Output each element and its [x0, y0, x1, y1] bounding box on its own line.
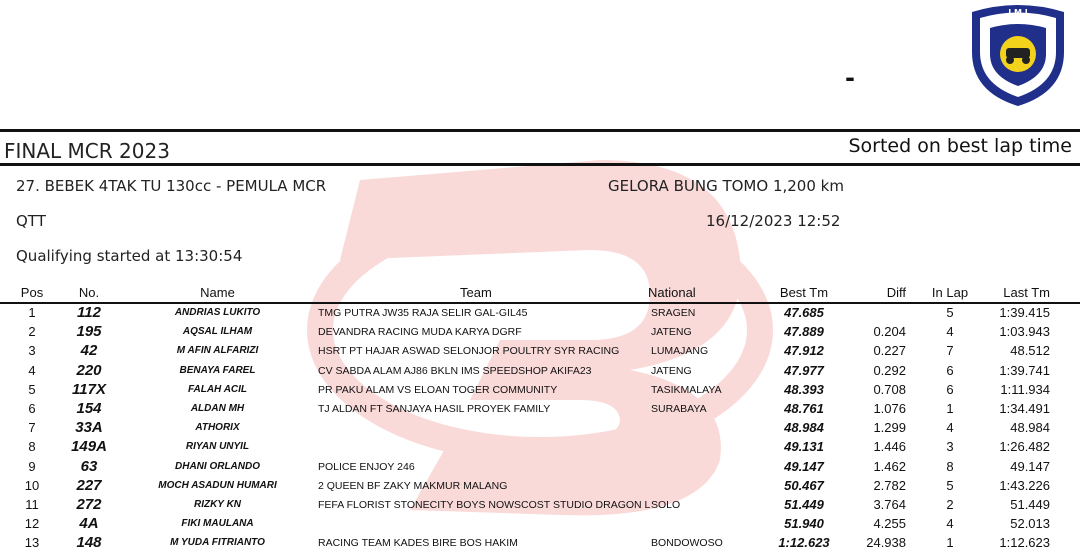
table-row [0, 438, 1080, 457]
table-row [0, 477, 1080, 496]
cell-name: FALAH ACIL [187, 383, 248, 395]
cell-number: 4A [79, 515, 99, 533]
imi-logo [966, 2, 1070, 108]
cell-number: 112 [77, 304, 101, 321]
cell-in-lap: 5 [946, 477, 954, 493]
cell-pos: 13 [24, 535, 40, 551]
cell-team: TJ ALDAN FT SANJAYA HASIL PROYEK FAMILY [318, 402, 551, 415]
cell-best-time: 48.393 [784, 381, 824, 397]
cell-last-time: 49.147 [1010, 458, 1050, 474]
cell-diff: 1.462 [873, 458, 906, 474]
table-row [0, 534, 1080, 553]
cell-name: MOCH ASADUN HUMARI [158, 479, 277, 491]
cell-best-time: 49.131 [784, 439, 824, 455]
cell-in-lap: 4 [946, 324, 954, 340]
header-name: Name [200, 285, 235, 300]
table-header [0, 284, 1080, 304]
cell-diff: 3.764 [873, 496, 906, 512]
header-no: No. [78, 285, 100, 300]
cell-pos: 6 [28, 400, 36, 416]
table-row [0, 496, 1080, 515]
cell-number: 195 [76, 323, 102, 341]
cell-best-time: 48.761 [784, 400, 824, 416]
cell-in-lap: 4 [946, 420, 954, 436]
cell-last-time: 1:26.482 [999, 439, 1050, 455]
cell-team: PR PAKU ALAM VS ELOAN TOGER COMMUNITY [318, 383, 558, 396]
cell-last-time: 1:39.415 [999, 305, 1050, 320]
cell-diff: 1.299 [873, 420, 906, 436]
cell-diff: 1.076 [873, 400, 906, 416]
cell-team: TMG PUTRA JW35 RAJA SELIR GAL-GIL45 [318, 307, 528, 319]
cell-best-time: 51.449 [784, 496, 824, 512]
table-row [0, 342, 1080, 361]
cell-name: ANDRIAS LUKITO [174, 307, 261, 318]
cell-last-time: 48.512 [1010, 343, 1050, 359]
cell-national: SURABAYA [651, 402, 707, 415]
header-diff: Diff [886, 285, 906, 300]
qualifying-start-time: Qualifying started at 13:30:54 [16, 247, 243, 265]
cell-last-time: 1:03.943 [999, 324, 1050, 340]
table-row [0, 362, 1080, 381]
cell-number: 63 [80, 457, 98, 475]
table-row [0, 400, 1080, 419]
cell-last-time: 1:43.226 [999, 477, 1050, 493]
cell-last-time: 1:34.491 [999, 400, 1050, 416]
cell-in-lap: 5 [946, 305, 954, 320]
table-row [0, 515, 1080, 534]
cell-diff: 0.292 [873, 362, 906, 378]
cell-team: HSRT PT HAJAR ASWAD SELONJOR POULTRY SYR RACING [318, 345, 620, 358]
cell-number: 227 [76, 476, 102, 494]
cell-number: 272 [76, 495, 102, 513]
cell-diff: 0.708 [873, 381, 906, 397]
cell-in-lap: 1 [946, 400, 954, 416]
header-best-time: Best Tm [779, 285, 829, 300]
cell-name: ALDAN MH [190, 402, 245, 414]
cell-in-lap: 6 [946, 381, 954, 397]
table-row [0, 304, 1080, 323]
cell-number: 154 [76, 399, 102, 417]
circuit-name: GELORA BUNG TOMO 1,200 km [608, 177, 844, 195]
table-row [0, 419, 1080, 438]
cell-in-lap: 1 [946, 535, 954, 551]
header-in-lap: In Lap [931, 285, 969, 300]
class-name: 27. BEBEK 4TAK TU 130cc - PEMULA MCR [16, 177, 327, 195]
cell-pos: 2 [28, 324, 36, 340]
results-table [0, 284, 1080, 553]
cell-national: JATENG [651, 326, 692, 339]
cell-team: RACING TEAM KADES BIRE BOS HAKIM [318, 537, 518, 550]
cell-last-time: 52.013 [1010, 516, 1050, 532]
cell-pos: 10 [24, 477, 40, 493]
cell-pos: 8 [28, 439, 36, 455]
session-datetime: 16/12/2023 12:52 [706, 212, 841, 230]
cell-number: 220 [76, 361, 102, 379]
cell-name: AQSAL ILHAM [182, 326, 253, 338]
table-row [0, 458, 1080, 477]
session-label: QTT [16, 212, 46, 230]
header-team: Team [460, 285, 492, 300]
cell-pos: 5 [28, 381, 36, 397]
cell-best-time: 47.912 [784, 343, 824, 359]
header-last-time: Last Tm [1003, 285, 1050, 300]
cell-best-time: 49.147 [784, 458, 824, 474]
cell-diff: 2.782 [873, 477, 906, 493]
cell-name: ATHORIX [195, 422, 240, 434]
cell-best-time: 47.685 [784, 305, 824, 320]
cell-best-time: 51.940 [784, 516, 824, 532]
cell-last-time: 1:11.934 [1000, 381, 1050, 397]
cell-national: JATENG [651, 364, 692, 377]
cell-in-lap: 3 [946, 439, 954, 455]
cell-in-lap: 4 [946, 516, 954, 532]
cell-diff: 0.204 [873, 324, 906, 340]
cell-national: BONDOWOSO [651, 537, 723, 550]
header-dash: - [845, 64, 855, 92]
cell-last-time: 51.449 [1010, 496, 1050, 512]
cell-pos: 3 [28, 343, 36, 359]
cell-name: M YUDA FITRIANTO [170, 537, 265, 549]
cell-in-lap: 7 [946, 343, 954, 359]
cell-pos: 11 [25, 496, 39, 512]
cell-name: RIZKY KN [193, 498, 242, 510]
cell-name: RIYAN UNYIL [185, 441, 250, 453]
cell-national: TASIKMALAYA [651, 383, 722, 396]
cell-pos: 12 [24, 516, 40, 532]
cell-best-time: 48.984 [784, 420, 824, 436]
cell-team: CV SABDA ALAM AJ86 BKLN IMS SPEEDSHOP AKIFA23 [318, 364, 592, 377]
cell-diff: 0.227 [873, 343, 906, 359]
cell-number: 148 [76, 534, 102, 552]
cell-last-time: 48.984 [1010, 420, 1050, 436]
cell-number: 33A [75, 419, 103, 437]
cell-in-lap: 2 [946, 496, 954, 512]
header-national: National [648, 285, 696, 300]
cell-best-time: 50.467 [784, 477, 824, 493]
cell-name: FIKI MAULANA [181, 518, 254, 530]
cell-name: BENAYA FAREL [179, 364, 256, 376]
svg-text:I M I: I M I [1008, 8, 1028, 17]
cell-team: POLICE ENJOY 246 [318, 460, 415, 473]
cell-number: 117X [72, 380, 106, 398]
cell-diff: 1.446 [873, 439, 906, 455]
cell-diff: 4.255 [873, 516, 906, 532]
cell-number: 42 [80, 342, 98, 360]
cell-best-time: 1:12.623 [778, 535, 830, 551]
cell-number: 149A [71, 438, 107, 456]
cell-team: FEFA FLORIST STONECITY BOYS NOWSCOST STUDIO DRAGON L [318, 498, 651, 511]
sort-label: Sorted on best lap time [848, 135, 1072, 157]
cell-in-lap: 8 [946, 458, 954, 474]
cell-in-lap: 6 [946, 362, 954, 378]
cell-best-time: 47.977 [784, 362, 824, 378]
cell-last-time: 1:39.741 [999, 362, 1050, 378]
header-pos: Pos [20, 285, 44, 300]
cell-national: LUMAJANG [651, 345, 709, 358]
cell-pos: 4 [28, 362, 36, 378]
cell-team: 2 QUEEN BF ZAKY MAKMUR MALANG [318, 479, 508, 492]
cell-national: SRAGEN [651, 307, 696, 319]
cell-pos: 7 [28, 420, 36, 436]
cell-pos: 1 [28, 305, 36, 320]
cell-name: M AFIN ALFARIZI [176, 345, 259, 357]
table-row [0, 323, 1080, 342]
bottom-rule [0, 163, 1080, 166]
cell-best-time: 47.889 [784, 324, 824, 340]
cell-national: SOLO [651, 498, 681, 511]
cell-pos: 9 [28, 458, 36, 474]
top-rule [0, 129, 1080, 132]
cell-diff: 24.938 [866, 535, 906, 551]
cell-last-time: 1:12.623 [999, 535, 1050, 551]
cell-team: DEVANDRA RACING MUDA KARYA DGRF [318, 326, 522, 339]
event-title: FINAL MCR 2023 [4, 139, 170, 163]
cell-name: DHANI ORLANDO [175, 460, 260, 472]
table-row [0, 381, 1080, 400]
